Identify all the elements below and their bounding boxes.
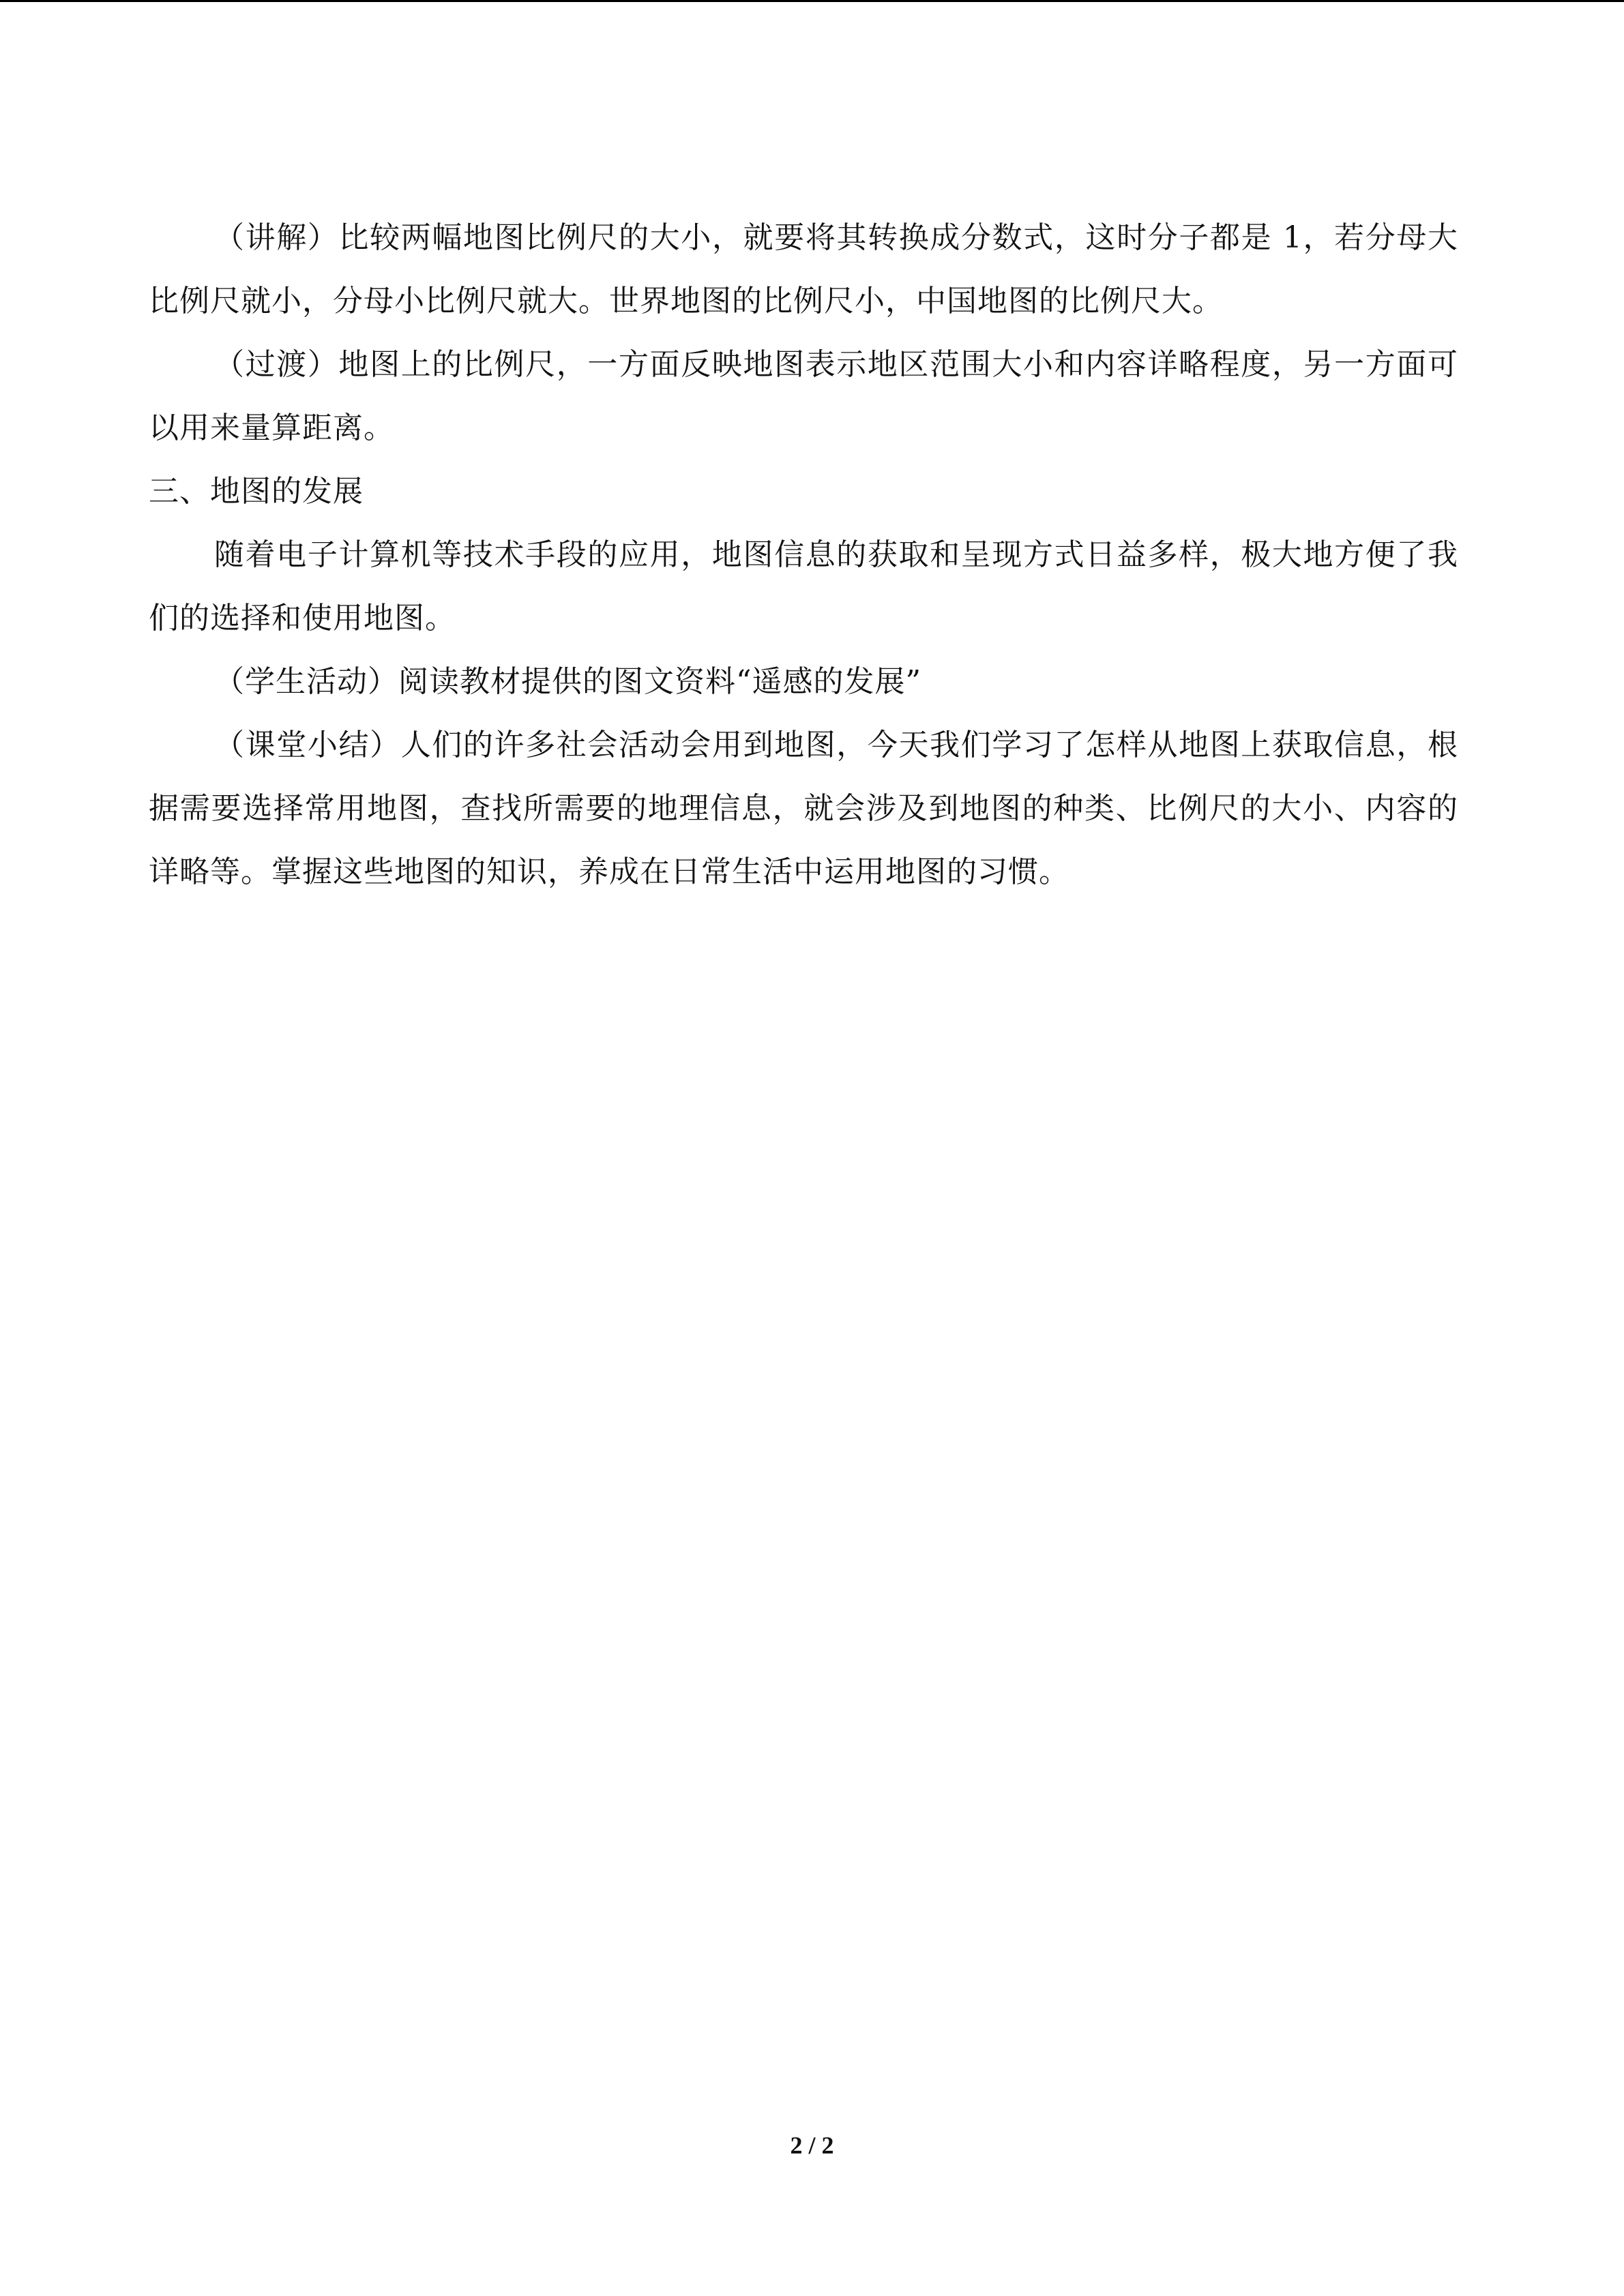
paragraph-transition: （过渡）地图上的比例尺，一方面反映地图表示地区范围大小和内容详略程度，另一方面可以用来量算距离。 bbox=[149, 347, 1458, 445]
section-heading: 三、地图的发展 bbox=[149, 474, 364, 509]
paragraph-explanation: （讲解）比较两幅地图比例尺的大小，就要将其转换成分数式，这时分子都是 1，若分母大比例尺就小，分母小比例尺就大。世界地图的比例尺小，中国地图的比例尺大。 bbox=[149, 220, 1458, 318]
paragraph-student-activity: （学生活动）阅读教材提供的图文资料“遥感的发展” bbox=[214, 664, 921, 699]
document-body bbox=[149, 206, 1458, 904]
paragraph-summary: （课堂小结）人们的许多社会活动会用到地图，今天我们学习了怎样从地图上获取信息，根据需要选择常用地图，查找所需要的地理信息，就会涉及到地图的种类、比例尺的大小、内容的详略等。掌握这些地图的知识，养成在日常生活中运用地图的习惯。 bbox=[149, 728, 1458, 889]
top-border-line bbox=[0, 0, 1624, 2]
paragraph-development: 随着电子计算机等技术手段的应用，地图信息的获取和呈现方式日益多样，极大地方便了我们的选择和使用地图。 bbox=[149, 537, 1458, 636]
page-number: 2 / 2 bbox=[790, 2132, 834, 2159]
